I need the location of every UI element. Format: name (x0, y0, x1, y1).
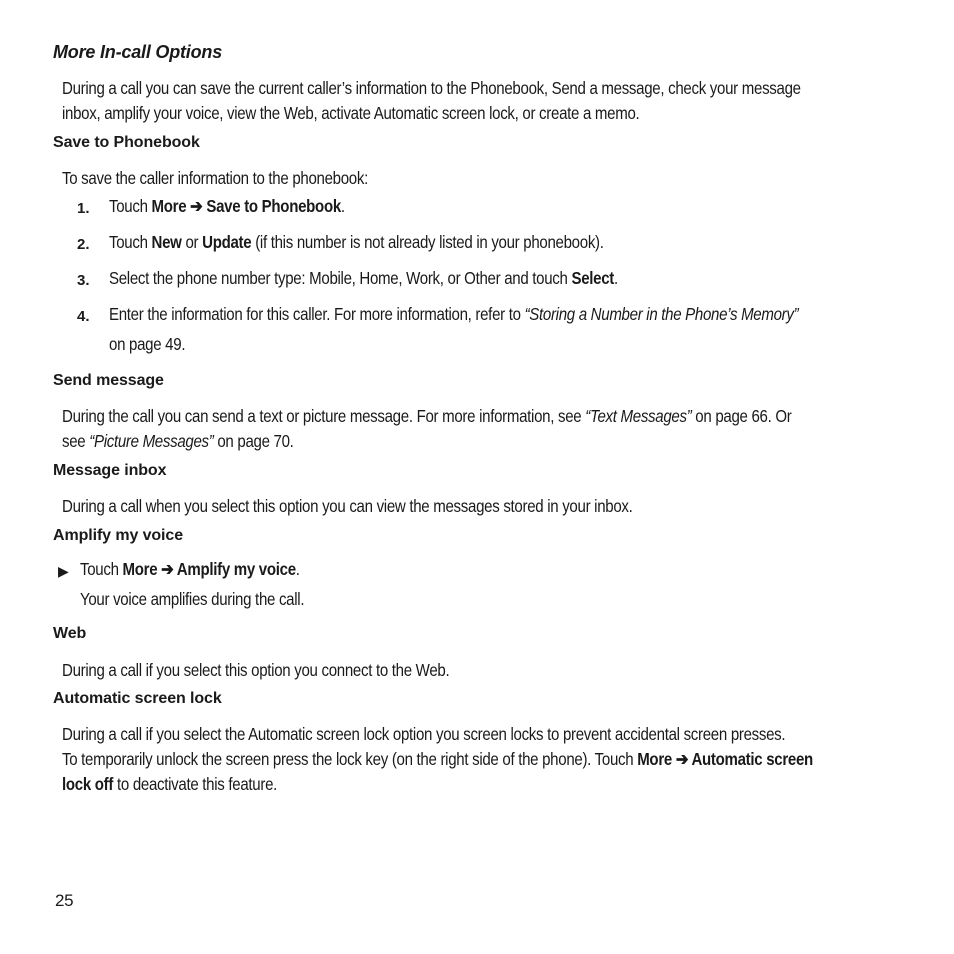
heading-amplify-my-voice: Amplify my voice (53, 527, 184, 544)
step-number: 3. (77, 272, 90, 289)
amplify-result: Your voice amplifies during the call. (80, 589, 305, 609)
web-text: During a call if you select this option you connect to the Web. (62, 660, 450, 680)
send-message-line-1: During the call you can send a text or picture message. For more information, see “Text Messages” on page 66. Or (62, 406, 792, 426)
heading-web: Web (53, 625, 87, 642)
auto-lock-line-3: lock off to deactivate this feature. (62, 774, 278, 794)
menu-path: More ➔ Automatic screen (637, 749, 813, 769)
menu-path: More ➔ Amplify my voice (122, 559, 296, 579)
cross-reference: “Storing a Number in the Phone’s Memory” (524, 304, 799, 324)
step-4: Enter the information for this caller. For more information, refer to “Storing a Number in the Phone’s Memory” (109, 304, 799, 324)
heading-automatic-screen-lock: Automatic screen lock (53, 690, 222, 707)
send-message-line-2: see “Picture Messages” on page 70. (62, 431, 294, 451)
bullet-arrow-icon: ▶ (58, 563, 69, 579)
intro-line-1: During a call you can save the current caller’s information to the Phonebook, Send a message, check your message (62, 78, 801, 98)
save-lead: To save the caller information to the phonebook: (62, 168, 368, 188)
step-3: Select the phone number type: Mobile, Home, Work, or Other and touch Select. (109, 268, 618, 288)
heading-send-message: Send message (53, 372, 164, 389)
step-2: Touch New or Update (if this number is not already listed in your phonebook). (109, 232, 604, 252)
step-number: 4. (77, 308, 90, 325)
section-title: More In-call Options (53, 42, 223, 62)
cross-reference: “Picture Messages” (89, 431, 214, 451)
auto-lock-line-1: During a call if you select the Automatic screen lock option you screen locks to prevent accidental screen presses. (62, 724, 786, 744)
message-inbox-text: During a call when you select this option you can view the messages stored in your inbox. (62, 496, 633, 516)
menu-path: More ➔ Save to Phonebook (151, 196, 341, 216)
cross-reference: “Text Messages” (585, 406, 692, 426)
page-number: 25 (55, 891, 74, 910)
amplify-step: Touch More ➔ Amplify my voice. (80, 559, 300, 579)
heading-save-to-phonebook: Save to Phonebook (53, 134, 200, 151)
step-number: 1. (77, 200, 90, 217)
step-4-continued: on page 49. (109, 334, 186, 354)
step-number: 2. (77, 236, 90, 253)
heading-message-inbox: Message inbox (53, 462, 167, 479)
intro-line-2: inbox, amplify your voice, view the Web, activate Automatic screen lock, or create a memo. (62, 103, 640, 123)
auto-lock-line-2: To temporarily unlock the screen press the lock key (on the right side of the phone). Touch More ➔ Automatic screen (62, 749, 813, 769)
step-1: Touch More ➔ Save to Phonebook. (109, 196, 345, 216)
